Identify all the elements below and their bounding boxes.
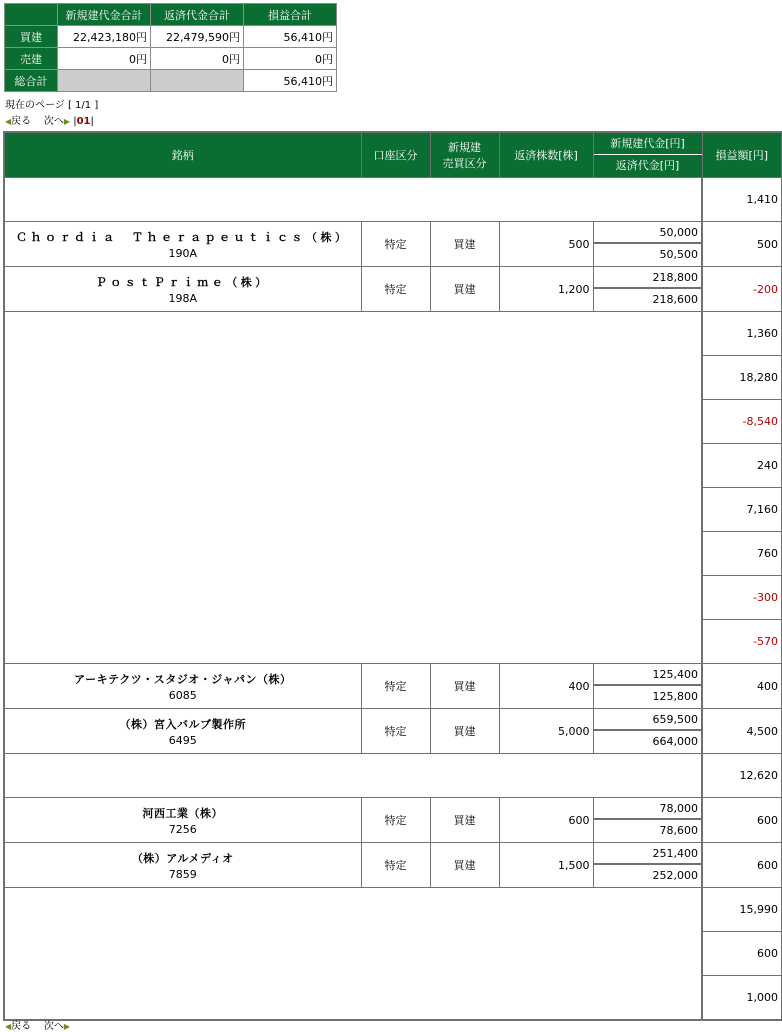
summary-row-sell xyxy=(5,48,337,70)
new-amount: 125,400 xyxy=(594,664,702,686)
summary-header-corner xyxy=(5,4,58,26)
amount-cell xyxy=(593,798,702,843)
positions-body xyxy=(4,178,782,1020)
summary-new-total: 0円 xyxy=(58,48,151,70)
stock-cell xyxy=(4,843,361,888)
summary-repay-total: 0円 xyxy=(151,48,244,70)
repay-amount: 218,600 xyxy=(652,293,698,306)
pl-cell: 18,280 xyxy=(702,356,782,400)
stock-name-link[interactable]: ＰｏｓｔＰｒｉｍｅ（株） xyxy=(95,275,270,289)
side-cell: 買建 xyxy=(430,664,499,709)
amount-cell xyxy=(593,267,702,312)
positions-table xyxy=(3,131,782,1021)
new-amount: 50,000 xyxy=(594,222,702,244)
qty-cell: 600 xyxy=(499,798,593,843)
stock-code: 6085 xyxy=(168,688,197,702)
stock-code: 7859 xyxy=(168,867,197,881)
back-link[interactable]: 戻る xyxy=(11,1021,32,1032)
next-link[interactable]: 次へ xyxy=(43,116,64,127)
repay-amount: 50,500 xyxy=(659,248,698,261)
page-number-link[interactable]: 01 xyxy=(76,116,91,127)
side-cell: 買建 xyxy=(430,222,499,267)
pager-top xyxy=(5,112,94,127)
pl-cell: 1,410 xyxy=(702,178,782,222)
amount-cell xyxy=(593,222,702,267)
stock-cell xyxy=(4,798,361,843)
account-cell: 特定 xyxy=(361,709,430,754)
pl-cell: 1,360 xyxy=(702,312,782,356)
grouped-pl-row xyxy=(4,178,782,222)
side-cell: 買建 xyxy=(430,798,499,843)
pager-bottom xyxy=(5,1017,70,1032)
repay-amount: 664,000 xyxy=(652,735,698,748)
pl-cell: 240 xyxy=(702,444,782,488)
triangle-right-icon: ▶ xyxy=(63,117,71,126)
stock-code: 6495 xyxy=(168,733,197,747)
summary-repay-total: 22,479,590円 xyxy=(151,26,244,48)
header-side-line2: 売買区分 xyxy=(442,157,487,170)
header-side-line1: 新規建 xyxy=(448,141,481,154)
pl-cell: -8,540 xyxy=(702,400,782,444)
header-repay-amount: 返済代金[円] xyxy=(615,159,680,172)
summary-pl-total: 0円 xyxy=(244,48,337,70)
new-amount: 218,800 xyxy=(594,267,702,289)
stock-cell xyxy=(4,222,361,267)
account-cell: 特定 xyxy=(361,267,430,312)
summary-pl-total: 56,410円 xyxy=(244,70,337,92)
grouped-pl-row xyxy=(4,888,782,932)
stock-name-link[interactable]: アーキテクツ・スタジオ・ジャパン（株） xyxy=(73,672,292,686)
header-name: 銘柄 xyxy=(4,132,361,178)
summary-gray-cell xyxy=(151,70,244,92)
pl-cell: 4,500 xyxy=(702,709,782,754)
table-row xyxy=(4,222,782,267)
summary-row-label: 総合計 xyxy=(5,70,58,92)
amount-cell xyxy=(593,843,702,888)
stock-name-link[interactable]: （株）宮入バルブ製作所 xyxy=(119,717,246,731)
current-page-text: 現在のページ [ 1/1 ] xyxy=(5,100,99,111)
header-qty: 返済株数[株] xyxy=(499,132,593,178)
repay-amount: 252,000 xyxy=(652,869,698,882)
pager-separator: | xyxy=(90,116,94,127)
summary-pl-total: 56,410円 xyxy=(244,26,337,48)
summary-row-grand xyxy=(5,70,337,92)
side-cell: 買建 xyxy=(430,709,499,754)
stock-code: 190A xyxy=(168,246,198,260)
summary-header-new: 新規建代金合計 xyxy=(58,4,151,26)
header-side xyxy=(430,132,499,178)
stock-cell xyxy=(4,709,361,754)
pl-cell: 7,160 xyxy=(702,488,782,532)
repay-amount: 125,800 xyxy=(652,690,698,703)
stock-cell xyxy=(4,664,361,709)
pl-cell: 600 xyxy=(702,932,782,976)
side-cell: 買建 xyxy=(430,267,499,312)
stock-code: 198A xyxy=(168,291,198,305)
new-amount: 78,000 xyxy=(594,798,702,820)
table-row xyxy=(4,798,782,843)
stock-name-link[interactable]: Ｃｈｏｒｄｉａ Ｔｈｅｒａｐｅｕｔｉｃｓ（株） xyxy=(16,230,350,244)
header-new-amount: 新規建代金[円] xyxy=(594,133,702,155)
qty-cell: 5,000 xyxy=(499,709,593,754)
table-row xyxy=(4,664,782,709)
grouped-pl-row xyxy=(4,312,782,356)
new-amount: 659,500 xyxy=(594,709,702,731)
summary-header-repay: 返済代金合計 xyxy=(151,4,244,26)
stock-cell xyxy=(4,267,361,312)
stock-name-link[interactable]: （株）アルメディオ xyxy=(131,851,234,865)
table-row xyxy=(4,709,782,754)
triangle-left-icon: ◀ xyxy=(5,117,12,126)
pl-cell: 400 xyxy=(702,664,782,709)
summary-table xyxy=(4,3,337,92)
triangle-right-icon: ▶ xyxy=(63,1022,71,1031)
table-row xyxy=(4,843,782,888)
header-pl: 損益額[円] xyxy=(702,132,782,178)
summary-header-pl: 損益合計 xyxy=(244,4,337,26)
pl-cell: -570 xyxy=(702,620,782,664)
triangle-left-icon: ◀ xyxy=(5,1022,12,1031)
new-amount: 251,400 xyxy=(594,843,702,865)
pl-cell: 1,000 xyxy=(702,976,782,1020)
pl-cell: 15,990 xyxy=(702,888,782,932)
summary-row-label: 買建 xyxy=(5,26,58,48)
header-amounts xyxy=(593,132,702,178)
account-cell: 特定 xyxy=(361,664,430,709)
qty-cell: 500 xyxy=(499,222,593,267)
pl-cell: -200 xyxy=(702,267,782,312)
pl-cell: 500 xyxy=(702,222,782,267)
next-link[interactable]: 次へ xyxy=(43,1021,64,1032)
repay-amount: 78,600 xyxy=(659,824,698,837)
pl-cell: 12,620 xyxy=(702,754,782,798)
group-blank-cell xyxy=(4,178,702,222)
header-account: 口座区分 xyxy=(361,132,430,178)
summary-row-label: 売建 xyxy=(5,48,58,70)
group-blank-cell xyxy=(4,754,702,798)
qty-cell: 1,500 xyxy=(499,843,593,888)
stock-code: 7256 xyxy=(168,822,197,836)
page-indicator xyxy=(5,96,98,111)
summary-gray-cell xyxy=(58,70,151,92)
pager-separator: | xyxy=(73,116,77,127)
account-cell: 特定 xyxy=(361,843,430,888)
qty-cell: 400 xyxy=(499,664,593,709)
group-blank-cell xyxy=(4,888,702,1020)
pl-cell: -300 xyxy=(702,576,782,620)
account-cell: 特定 xyxy=(361,222,430,267)
table-row xyxy=(4,267,782,312)
group-blank-cell xyxy=(4,312,702,664)
pl-cell: 600 xyxy=(702,843,782,888)
amount-cell xyxy=(593,709,702,754)
qty-cell: 1,200 xyxy=(499,267,593,312)
pl-cell: 760 xyxy=(702,532,782,576)
account-cell: 特定 xyxy=(361,798,430,843)
summary-new-total: 22,423,180円 xyxy=(58,26,151,48)
back-link[interactable]: 戻る xyxy=(11,116,32,127)
summary-row-buy xyxy=(5,26,337,48)
grouped-pl-row xyxy=(4,754,782,798)
stock-name-link[interactable]: 河西工業（株） xyxy=(142,806,223,820)
amount-cell xyxy=(593,664,702,709)
side-cell: 買建 xyxy=(430,843,499,888)
pl-cell: 600 xyxy=(702,798,782,843)
